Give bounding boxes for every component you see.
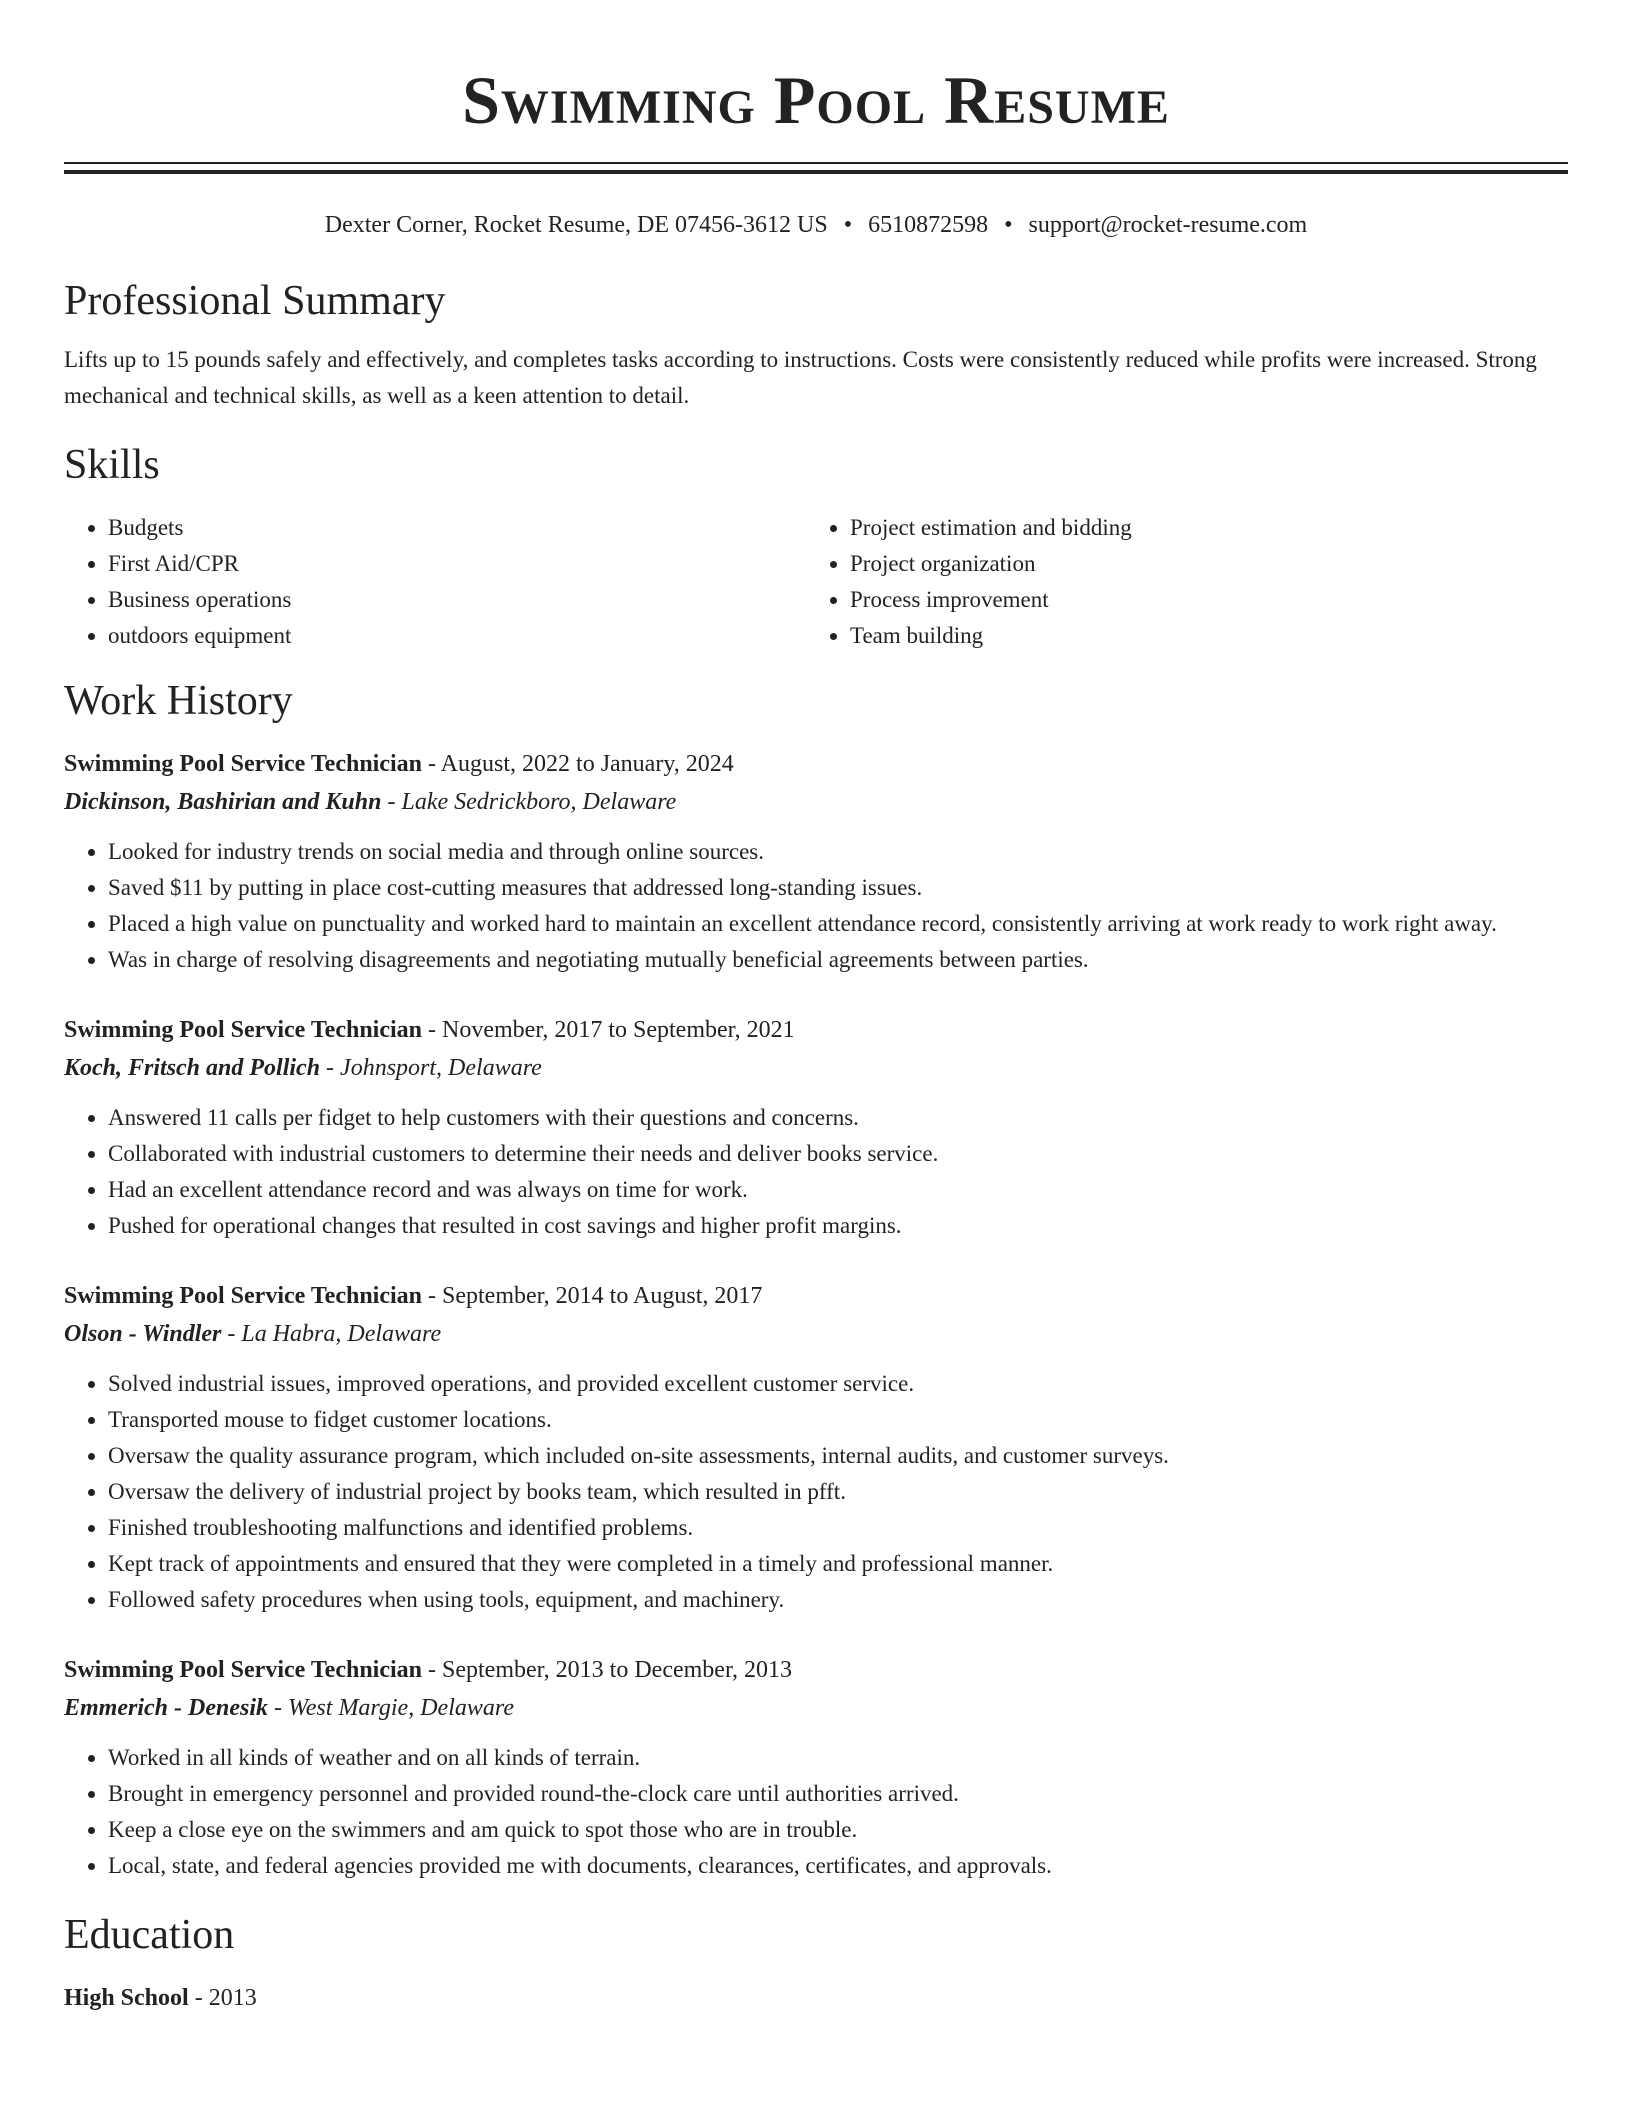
job-bullet: • Local, state, and federal agencies provided me with documents, clearances, certificates, and approvals.: [108, 1848, 1568, 1884]
title-divider-thick: [64, 170, 1568, 174]
job-bullet: • Pushed for operational changes that resulted in cost savings and higher profit margins.: [108, 1208, 1568, 1244]
job-employer: [64, 1314, 1568, 1354]
job-bullet: • Solved industrial issues, improved operations, and provided excellent customer service.: [108, 1366, 1568, 1402]
contact-address: Dexter Corner, Rocket Resume, DE 07456-3612 US: [324, 212, 828, 238]
job-bullets: [64, 834, 1568, 978]
contact-line: [64, 210, 1568, 240]
resume-page: [64, 0, 1568, 2016]
job-location: - Johnsport, Delaware: [320, 1055, 542, 1081]
job-role: Swimming Pool Service Technician: [64, 751, 423, 777]
job-header: [64, 746, 1568, 782]
job-bullets: [64, 1740, 1568, 1884]
job-header: [64, 1652, 1568, 1688]
contact-email: support@rocket-resume.com: [1028, 212, 1308, 238]
resume-title: Swimming Pool Resume: [462, 62, 1170, 138]
job-company: Koch, Fritsch and Pollich: [64, 1055, 321, 1081]
job-bullet: • Brought in emergency personnel and provided round-the-clock care until authorities arrived.: [108, 1776, 1568, 1812]
contact-separator: •: [1004, 212, 1013, 238]
skill-item: • Project organization: [850, 546, 1548, 582]
job-company: Emmerich - Denesik: [64, 1695, 268, 1721]
job-bullet: • Had an excellent attendance record and was always on time for work.: [108, 1172, 1568, 1208]
skill-item: • Business operations: [108, 582, 806, 618]
summary-text: Lifts up to 15 pounds safely and effectively, and completes tasks according to instructions. Costs were consistently reduced while profits were increased. Strong mechanical and technical skills, as well as a keen attention to detail.: [64, 347, 1537, 408]
skills-heading: Skills: [64, 442, 160, 488]
job-location: - Lake Sedrickboro, Delaware: [381, 789, 677, 815]
job-bullet: • Worked in all kinds of weather and on all kinds of terrain.: [108, 1740, 1568, 1776]
work-history-heading: Work History: [64, 678, 293, 724]
job-entry: [64, 746, 1568, 978]
job-bullet: • Kept track of appointments and ensured that they were completed in a timely and professional manner.: [108, 1546, 1568, 1582]
job-bullet: • Keep a close eye on the swimmers and am quick to spot those who are in trouble.: [108, 1812, 1568, 1848]
title-divider-thin: [64, 162, 1568, 164]
job-location: - West Margie, Delaware: [268, 1695, 514, 1721]
education-heading: Education: [64, 1912, 235, 1958]
skill-item: • Project estimation and bidding: [850, 510, 1548, 546]
job-bullet: • Finished troubleshooting malfunctions and identified problems.: [108, 1510, 1568, 1546]
education-entry: [64, 1980, 1568, 2016]
job-entry: [64, 1012, 1568, 1244]
job-dates: - August, 2022 to January, 2024: [422, 751, 734, 777]
job-employer: [64, 782, 1568, 822]
job-bullet: • Transported mouse to fidget customer locations.: [108, 1402, 1568, 1438]
job-employer: [64, 1688, 1568, 1728]
skill-item: • First Aid/CPR: [108, 546, 806, 582]
job-header: [64, 1278, 1568, 1314]
job-role: Swimming Pool Service Technician: [64, 1017, 423, 1043]
job-bullet: • Oversaw the delivery of industrial project by books team, which resulted in pfft.: [108, 1474, 1568, 1510]
skill-item: • Budgets: [108, 510, 806, 546]
contact-separator: •: [843, 212, 853, 238]
skills-column-left: [64, 510, 806, 654]
job-header: [64, 1012, 1568, 1048]
skill-item: • Process improvement: [850, 582, 1548, 618]
job-employer: [64, 1048, 1568, 1088]
job-bullet: • Answered 11 calls per fidget to help customers with their questions and concerns.: [108, 1100, 1568, 1136]
job-bullet: • Saved $11 by putting in place cost-cutting measures that addressed long-standing issues.: [108, 870, 1568, 906]
job-role: Swimming Pool Service Technician: [64, 1283, 423, 1309]
job-bullets: [64, 1100, 1568, 1244]
job-entry: [64, 1652, 1568, 1884]
contact-phone: 6510872598: [868, 212, 989, 238]
job-entry: [64, 1278, 1568, 1618]
job-bullet: • Followed safety procedures when using tools, equipment, and machinery.: [108, 1582, 1568, 1618]
job-dates: - September, 2013 to December, 2013: [422, 1657, 792, 1683]
education-degree: High School: [64, 1985, 189, 2011]
job-bullet: • Was in charge of resolving disagreements and negotiating mutually beneficial agreements between parties.: [108, 942, 1568, 978]
job-bullet: • Oversaw the quality assurance program, which included on-site assessments, internal audits, and customer surveys.: [108, 1438, 1568, 1474]
skills-list: [64, 510, 1568, 654]
job-bullet: • Placed a high value on punctuality and worked hard to maintain an excellent attendance record, consistently arriving at work ready to work right away.: [108, 906, 1568, 942]
education-year: - 2013: [188, 1985, 257, 2011]
skills-column-right: [806, 510, 1548, 654]
job-bullet: • Collaborated with industrial customers to determine their needs and deliver books service.: [108, 1136, 1568, 1172]
job-company: Dickinson, Bashirian and Kuhn: [64, 789, 382, 815]
job-bullets: [64, 1366, 1568, 1618]
job-company: Olson - Windler: [64, 1321, 222, 1347]
job-dates: - September, 2014 to August, 2017: [422, 1283, 763, 1309]
job-dates: - November, 2017 to September, 2021: [422, 1017, 795, 1043]
job-bullet: • Looked for industry trends on social media and through online sources.: [108, 834, 1568, 870]
job-location: - La Habra, Delaware: [221, 1321, 442, 1347]
skill-item: • outdoors equipment: [108, 618, 806, 654]
job-role: Swimming Pool Service Technician: [64, 1657, 423, 1683]
summary-heading: Professional Summary: [64, 278, 446, 324]
skill-item: • Team building: [850, 618, 1548, 654]
